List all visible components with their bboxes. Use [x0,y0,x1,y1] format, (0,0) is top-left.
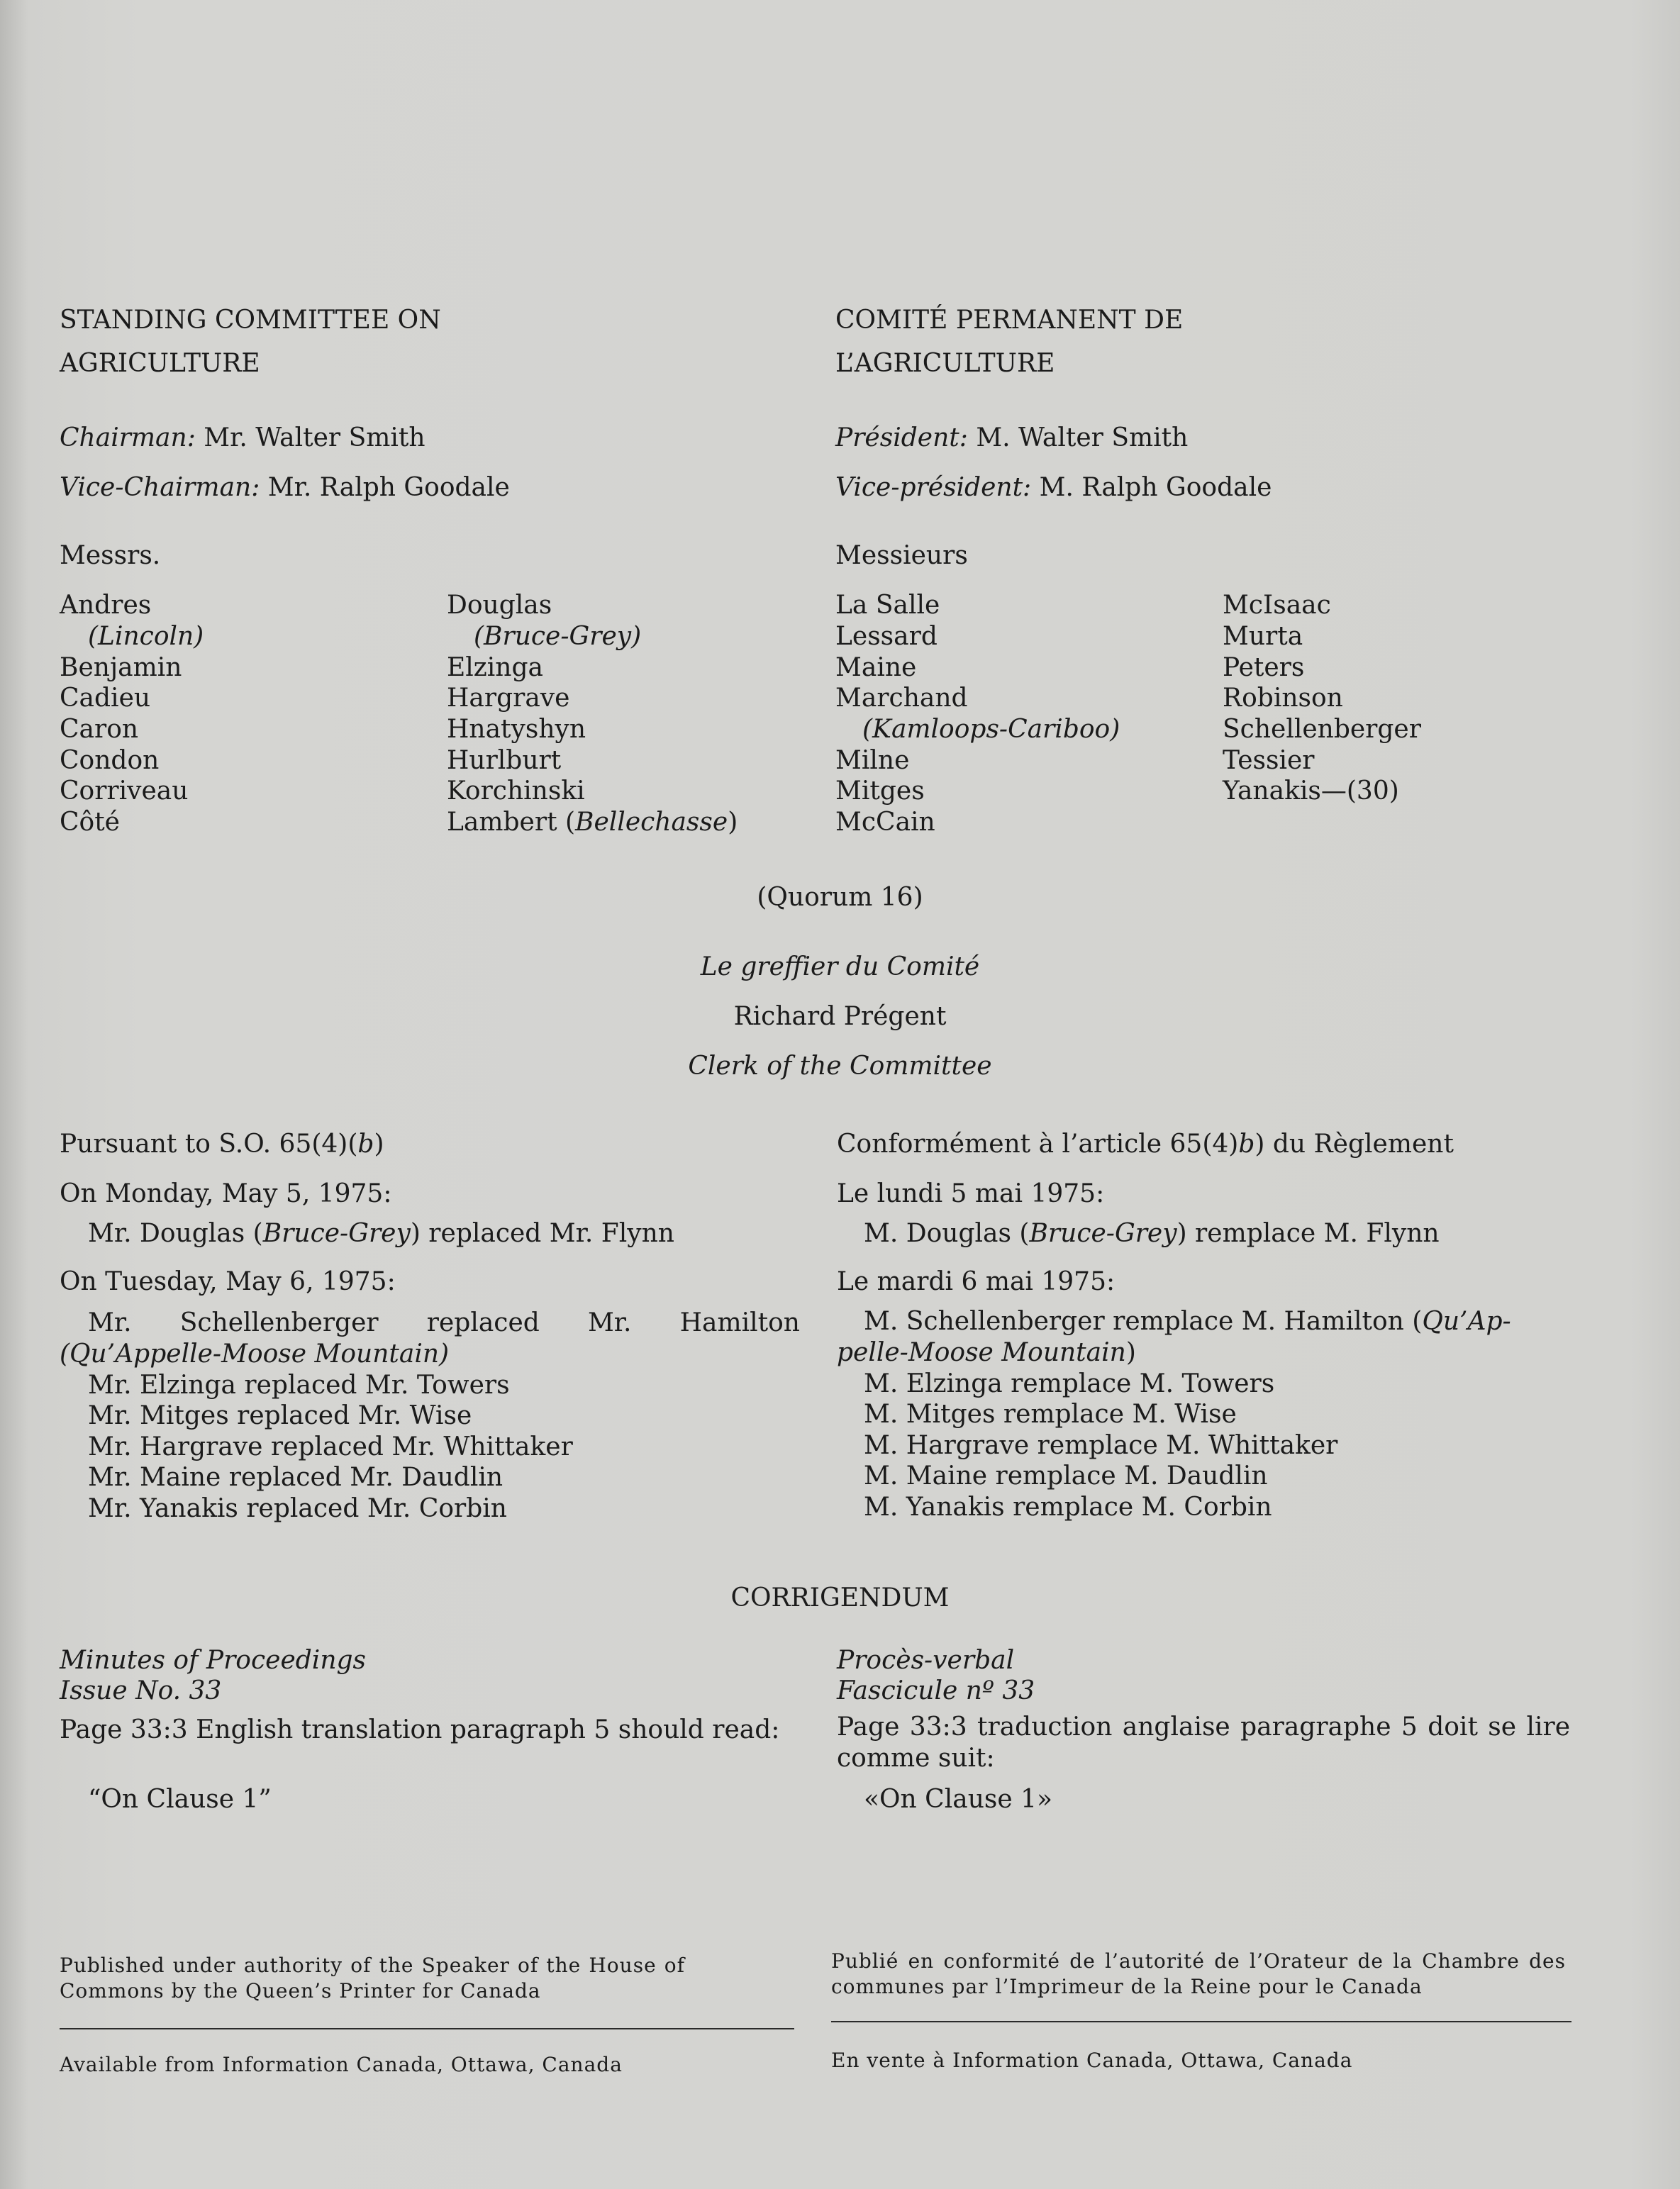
member-riding: (Bruce-Grey) [474,622,642,651]
member-name: Murta [1223,622,1303,651]
member-name: Hurlburt [447,746,562,775]
replacement-line: Mr. Douglas (Bruce-Grey) replaced Mr. Flynn [88,1219,674,1248]
replacement-line: M. Maine remplace M. Daudlin [864,1461,1268,1491]
member-name: Condon [60,746,160,775]
date-heading-fr: Le mardi 6 mai 1975: [837,1267,1116,1296]
corrigendum-quote-fr: «On Clause 1» [864,1785,1053,1814]
publisher-note-fr: Publié en conformité de l’autorité de l’Orateur de la Chambre des communes par l’Imprimeur de la Reine pour le Canada [831,1949,1566,1998]
conformement-fr: Conformément à l’article 65(4)b) du Règlement [837,1130,1454,1159]
president-fr [835,423,1188,454]
clerk-title-fr: Le greffier du Comité [700,952,980,981]
replacement-line: Mr. Maine replaced Mr. Daudlin [88,1463,504,1492]
replacement-line: M. Mitges remplace M. Wise [864,1400,1237,1429]
vice-president-label-fr: Vice-président: [835,473,1032,502]
member-name: Caron [60,715,139,744]
committee-title-en-line2: AGRICULTURE [60,349,260,378]
replacement-line: Mr. Mitges replaced Mr. Wise [88,1401,472,1430]
chairman-label-en: Chairman: [60,423,196,452]
president-label-fr: Président: [835,423,968,452]
member-riding: (Kamloops-Cariboo) [862,715,1120,744]
corrigendum-issue-en: Issue No. 33 [60,1676,222,1705]
member-name: Hnatyshyn [447,715,586,744]
chairman-name-en: Mr. Walter Smith [204,423,425,452]
vice-president-fr [835,472,1272,503]
member-name: Milne [835,746,910,775]
availability-en: Available from Information Canada, Ottawa, Canada [60,2053,623,2076]
corrigendum-title-fr: Procès-verbal [837,1646,1015,1675]
member-name: McCain [835,808,935,837]
replacement-word: Mr. [587,1308,632,1337]
vice-president-name-fr: M. Ralph Goodale [1039,473,1272,502]
replacement-word: Hamilton [679,1308,800,1337]
vice-chairman-name-en: Mr. Ralph Goodale [267,473,510,502]
replacement-riding: (Qu’Appelle-Moose Mountain) [60,1339,450,1369]
clerk-title-en: Clerk of the Committee [688,1052,992,1081]
member-name: Lambert (Bellechasse) [447,808,738,837]
member-name: Elzinga [447,653,543,682]
date-heading-fr: Le lundi 5 mai 1975: [837,1179,1105,1208]
committee-title-fr-line2: L’AGRICULTURE [835,349,1055,378]
corrigendum-issue-fr: Fascicule nº 33 [837,1676,1035,1705]
replacement-line [88,1308,800,1339]
member-name: Andres [60,591,152,620]
member-name: Peters [1223,653,1305,682]
committee-title-en-line1: STANDING COMMITTEE ON [60,306,441,335]
replacement-line: M. Hargrave remplace M. Whittaker [864,1431,1338,1460]
corrigendum-title-en: Minutes of Proceedings [60,1646,367,1675]
president-name-fr: M. Walter Smith [976,423,1189,452]
member-name: Korchinski [447,776,585,806]
member-name: Schellenberger [1223,715,1421,744]
member-name: Lessard [835,622,938,651]
replacement-line: Mr. Yanakis replaced Mr. Corbin [88,1494,507,1523]
pursuant-en: Pursuant to S.O. 65(4)(b) [60,1130,384,1159]
member-name: Hargrave [447,684,570,713]
replacement-line: Mr. Elzinga replaced Mr. Towers [88,1371,510,1400]
member-name: La Salle [835,591,940,620]
date-heading-en: On Tuesday, May 6, 1975: [60,1267,396,1296]
member-name: Marchand [835,684,968,713]
replacement-line: Mr. Hargrave replaced Mr. Whittaker [88,1432,573,1461]
members-heading-en: Messrs. [60,541,161,570]
member-name: Tessier [1223,746,1315,775]
vice-chairman-label-en: Vice-Chairman: [60,473,260,502]
member-name: Corriveau [60,776,189,806]
replacement-riding: pelle-Moose Mountain) [837,1338,1136,1367]
replacement-line: M. Yanakis remplace M. Corbin [864,1493,1272,1522]
chairman-en [60,423,425,454]
corrigendum-text-en: Page 33:3 English translation paragraph 5 should read: [60,1715,780,1744]
clerk-name: Richard Prégent [733,1002,947,1031]
member-name: Cadieu [60,684,151,713]
vice-chairman-en [60,472,510,503]
footer-rule-fr [831,2021,1571,2022]
replacement-line: M. Elzinga remplace M. Towers [864,1369,1275,1398]
member-riding: (Lincoln) [88,622,204,651]
member-name: Robinson [1223,684,1343,713]
date-heading-en: On Monday, May 5, 1975: [60,1179,392,1208]
member-name: McIsaac [1223,591,1331,620]
member-name: Benjamin [60,653,182,682]
replacement-word: Schellenberger [179,1308,379,1337]
committee-title-fr-line1: COMITÉ PERMANENT DE [835,306,1184,335]
quorum: (Quorum 16) [757,883,923,912]
replacement-word: replaced [426,1308,540,1337]
replacement-line: M. Schellenberger remplace M. Hamilton (Qu’Ap- [864,1307,1511,1336]
member-name: Douglas [447,591,552,620]
member-name: Yanakis—(30) [1223,776,1399,806]
replacement-word: Mr. [88,1308,132,1337]
member-name: Maine [835,653,917,682]
footer-rule-en [60,2028,794,2029]
corrigendum-text-fr: Page 33:3 traduction anglaise paragraphe 5 doit se lire comme suit: [837,1712,1570,1773]
member-name: Côté [60,808,120,837]
member-name: Mitges [835,776,925,806]
corrigendum-heading: CORRIGENDUM [730,1583,950,1612]
corrigendum-quote-en: “On Clause 1” [88,1785,272,1814]
members-heading-fr: Messieurs [835,541,968,570]
availability-fr: En vente à Information Canada, Ottawa, Canada [831,2049,1353,2072]
replacement-line: M. Douglas (Bruce-Grey) remplace M. Flynn [864,1219,1440,1248]
publisher-note-en: Published under authority of the Speaker of the House of Commons by the Queen’s Printer for Canada [60,1954,685,2003]
